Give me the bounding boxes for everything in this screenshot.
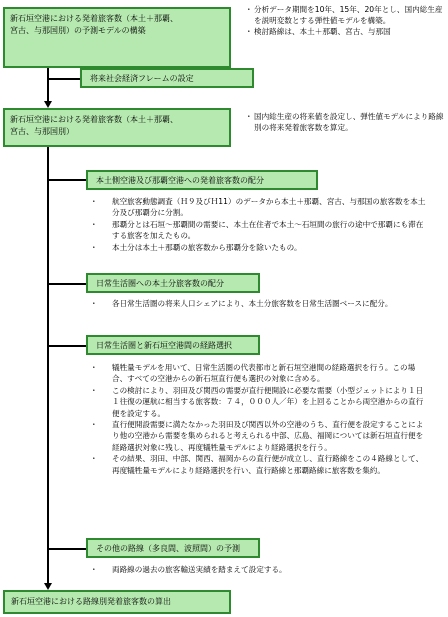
step2-notes xyxy=(90,298,426,309)
arrowhead-mid xyxy=(44,101,52,108)
connector-step4 xyxy=(47,548,86,550)
model-construction-line1: 新石垣空港における発着旅客数（本土＋那覇、 xyxy=(10,14,178,23)
step1-item-3: ・ 本土分は本土＋那覇の旅客数から那覇分を除いたもの。 xyxy=(90,242,302,252)
step2-box xyxy=(86,273,260,293)
model-construction-line2: 宮古、与那国別）の予測モデルの構築 xyxy=(10,26,146,35)
mid-notes xyxy=(245,111,445,133)
step1-notes xyxy=(90,196,426,253)
step4-box xyxy=(86,538,260,558)
step4-notes xyxy=(90,564,426,575)
step3-title: 日常生活圏と新石垣空港間の経路選択 xyxy=(96,341,232,350)
step2-title: 日常生活圏への本土分旅客数の配分 xyxy=(96,279,224,288)
top-note-2: ・ 検討路線は、本土＋那覇、宮古、与那国 xyxy=(245,27,391,36)
passenger-count-box xyxy=(3,108,231,147)
step1-item-1: ・ 航空旅客動態調査（Ｈ９及びＨ11）のデータから本土＋那覇、宮古、与那国の旅客数を本土分及び那覇分に分割。 xyxy=(90,197,426,218)
step4-item-1: ・ 両路線の過去の旅客輸送実績を踏まえて設定する。 xyxy=(90,565,287,574)
mid-note-1: ・ 国内総生産の将来値を設定し、弾性値モデルにより路線別の将来発着旅客数を算定。 xyxy=(245,112,444,132)
connector-step1 xyxy=(47,179,86,181)
passenger-count-line1: 新石垣空港における発着旅客数（本土＋那覇、 xyxy=(10,115,178,124)
step3-notes xyxy=(90,362,426,476)
step3-box xyxy=(86,335,260,355)
connector-step2 xyxy=(47,283,86,285)
step3-item-3: ・ 直行便開設需要に満たなかった羽田及び関西以外の空港のうち、直行便を設定することにより他の空港から需要を集められると考えられる中部、広島、福岡については新石垣直行便を経路選択対象に残し、再度犠牲量モデルにより経路選択を行う。 xyxy=(90,419,424,452)
step3-item-1: ・ 犠牲量モデルを用いて、日常生活圏の代表都市と新石垣空港間の経路選択を行う。この場合、すべての空港からの新石垣直行便も選択の対象に含める。 xyxy=(90,363,416,384)
passenger-count-line2: 宮古、与那国別） xyxy=(10,127,74,136)
connector-mid-to-final xyxy=(47,147,49,585)
step1-item-2: ・ 那覇分とは石垣～那覇間の需要に、本土在住者で本土～石垣間の旅行の途中で那覇にも滞在する旅客を加えたもの。 xyxy=(90,219,424,241)
socioeconomic-frame-label: 将来社会経済フレームの設定 xyxy=(90,74,194,83)
final-result-label: 新石垣空港における路線別発着旅客数の算出 xyxy=(11,597,171,606)
connector-frame xyxy=(47,78,80,80)
arrowhead-final xyxy=(44,583,52,590)
step1-box xyxy=(86,170,318,190)
model-construction-box xyxy=(3,7,231,68)
step1-title: 本土側空港及び那覇空港への発着旅客数の配分 xyxy=(96,176,264,185)
final-result-box xyxy=(3,590,231,614)
top-notes xyxy=(245,4,445,37)
connector-top-to-mid xyxy=(47,68,49,103)
socioeconomic-frame-box xyxy=(80,68,254,88)
top-note-1: ・ 分析データ期間を10年、15年、20年とし、国内総生産を説明変数とする弾性値モデルを構築。 xyxy=(245,5,443,25)
step2-item-1: ・ 各日常生活圏の将来人口シェアにより、本土分旅客数を日常生活圏ベースに配分。 xyxy=(90,299,393,308)
step4-title: その他の路線（多良間、波照間）の予測 xyxy=(96,544,240,553)
step3-item-4: ・ その結果、羽田、中部、関西、福岡からの直行便が成立し、直行路線をこの４路線として、再度犠牲量モデルにより経路選択を行い、直行路線と那覇路線に旅客数を集約。 xyxy=(90,454,424,475)
connector-step3 xyxy=(47,345,86,347)
step3-item-2: ・ この検討により、羽田及び関西の需要が直行便開設に必要な需要（小型ジェットにより１日１往復の運航に相当する旅客数：７４，０００人／年）を上回ることから両空港からの直行便を設定する。 xyxy=(90,385,424,418)
